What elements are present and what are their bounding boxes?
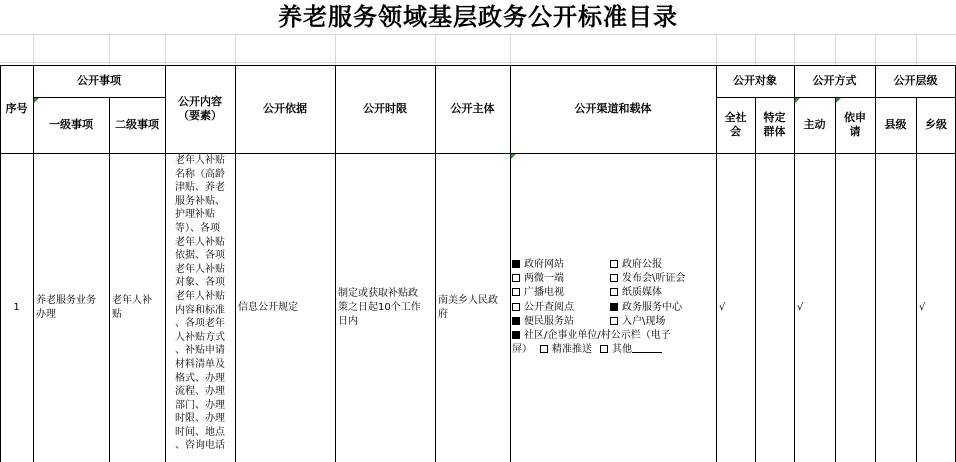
channel-item	[610, 315, 665, 329]
grid-line	[755, 34, 756, 65]
header-level: 公开层级	[893, 74, 938, 87]
row-method-request	[835, 153, 875, 462]
cell-marker	[511, 154, 516, 159]
unchecked-box-icon	[610, 274, 618, 282]
header-method-active: 主动	[803, 118, 826, 131]
row-level-township: √	[919, 301, 926, 313]
header-basis: 公开依据	[263, 102, 307, 115]
row-content-text: 老年人补贴 名称（高龄 津贴、养老 服务补贴、 护理补贴 等）、各项 老年人补贴 依据、各项 老年人补贴 对象、各项 老年人补贴 内容和标准 、各项老年 人补贴方式 、补贴申请 材料清单及 格式、办理 流程、办理 部门、办理 时限、办理 时间、地点 、咨询电话	[175, 155, 225, 452]
channel-item	[610, 258, 662, 272]
checked-box-icon	[512, 260, 520, 268]
channel-item	[540, 343, 592, 357]
channel-row	[512, 315, 716, 329]
channel-row	[512, 343, 716, 357]
header-level-county: 县级	[884, 118, 907, 131]
row-level-county	[875, 153, 916, 462]
row-target-all: √	[719, 301, 726, 313]
checked-box-icon	[512, 331, 520, 339]
unchecked-box-icon	[512, 274, 520, 282]
channel-item	[512, 315, 610, 329]
channel-label: 入户\现场	[622, 315, 666, 327]
cell-marker	[34, 98, 39, 103]
unchecked-box-icon	[512, 303, 520, 311]
channel-row	[512, 329, 716, 343]
grid-line	[165, 34, 166, 65]
channel-label: 两微一端	[524, 273, 564, 285]
channel-row	[512, 258, 716, 272]
grid-line	[716, 34, 717, 65]
unchecked-box-icon	[610, 260, 618, 268]
row-seq: 1	[13, 301, 20, 313]
grid-line	[0, 62, 956, 63]
header-target-all: 全社 会	[724, 111, 747, 138]
channel-label: 其他	[612, 344, 632, 356]
channel-label: 政务服务中心	[622, 301, 682, 313]
channel-row	[512, 301, 716, 315]
header-content: 公开内容 （要素）	[178, 95, 222, 122]
header-target: 公开对象	[733, 74, 777, 87]
row-level2: 老年人补 贴	[112, 294, 152, 320]
channel-item	[512, 301, 610, 315]
channel-item	[512, 343, 532, 357]
channel-item	[610, 272, 685, 286]
channel-item	[600, 343, 662, 357]
grid-line	[33, 34, 34, 65]
unchecked-box-icon	[540, 345, 548, 353]
unchecked-box-icon	[610, 288, 618, 296]
channel-label: 精准推送	[552, 344, 592, 356]
channel-label: 屏）	[512, 344, 532, 356]
header-level-township: 乡级	[925, 118, 947, 131]
row-method-active: √	[797, 301, 804, 313]
header-level1: 一级事项	[49, 118, 93, 131]
page-title: 养老服务领域基层政务公开标准目录	[278, 2, 678, 31]
channel-item	[512, 258, 610, 272]
channel-item	[512, 286, 610, 300]
channel-label: 政府公报	[622, 259, 662, 270]
checked-box-icon	[610, 303, 618, 311]
channel-label: 便民服务站	[524, 315, 574, 327]
cell-marker	[836, 98, 841, 103]
header-method-request: 依申 请	[844, 111, 866, 138]
header-level2: 二级事项	[115, 118, 159, 131]
row-target-specific	[755, 153, 794, 462]
header-subject: 公开主体	[450, 102, 495, 115]
cell-marker	[795, 98, 800, 103]
header-target-specific: 特定 群体	[763, 111, 786, 138]
header-time-limit: 公开时限	[363, 102, 407, 115]
row-subject: 南美乡人民政 府	[438, 294, 498, 320]
grid-line	[510, 34, 511, 65]
grid-line	[435, 34, 436, 65]
channel-item	[610, 286, 662, 300]
channel-row	[512, 286, 716, 300]
row-time-limit: 制定或获取补贴政 策之日起10个工作 日内	[338, 287, 421, 327]
channel-item	[512, 329, 671, 343]
grid-line	[916, 34, 917, 65]
header-channels: 公开渠道和载体	[574, 102, 652, 115]
checked-box-icon	[512, 317, 520, 325]
grid-line	[835, 34, 836, 65]
unchecked-box-icon	[512, 288, 520, 296]
channel-item	[610, 301, 682, 315]
header-matters: 公开事项	[77, 74, 121, 87]
blank-line	[632, 343, 662, 353]
grid-line	[335, 34, 336, 65]
row-channels	[512, 258, 716, 357]
unchecked-box-icon	[600, 345, 608, 353]
row-level1: 养老服务业务 办理	[36, 294, 96, 320]
channel-label: 广播电视	[524, 287, 564, 299]
grid-line	[109, 34, 110, 65]
grid-line	[875, 34, 876, 65]
header-method: 公开方式	[812, 74, 857, 87]
channel-label: 社区/企事业单位/村公示栏（电子	[524, 330, 671, 342]
channel-label: 政府网站	[524, 259, 564, 270]
grid-line	[794, 34, 795, 65]
row-content	[165, 154, 235, 462]
channel-item	[512, 272, 610, 286]
channel-label: 发布会\听证会	[622, 273, 686, 285]
grid-line	[235, 34, 236, 65]
unchecked-box-icon	[610, 317, 618, 325]
channel-label: 纸质媒体	[622, 287, 662, 299]
grid-line	[0, 34, 956, 35]
row-basis: 信息公开规定	[238, 301, 298, 313]
channel-label: 公开查阅点	[524, 301, 574, 313]
header-seq: 序号	[5, 102, 28, 115]
channel-row	[512, 272, 716, 286]
